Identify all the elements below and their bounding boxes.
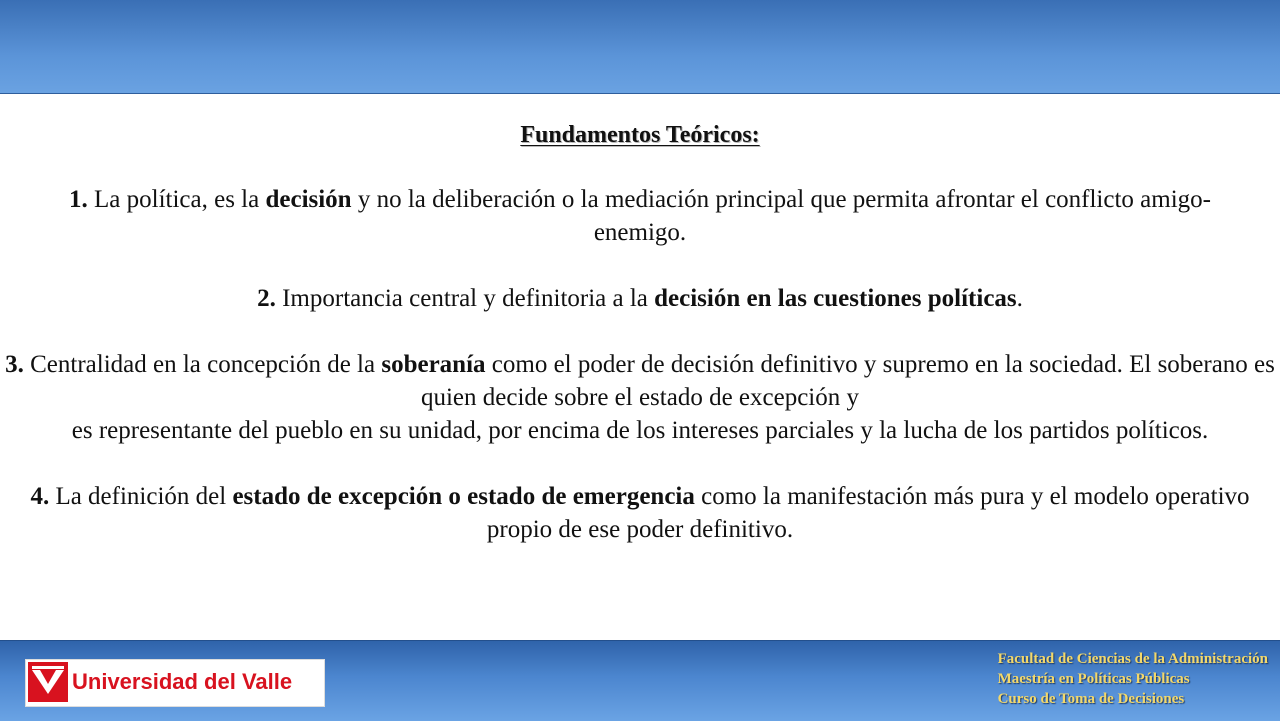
- top-header-band: [0, 0, 1280, 94]
- point-2-text-b: .: [1016, 285, 1023, 312]
- logo-text: Universidad del Valle: [72, 669, 293, 694]
- footer-course: Curso de Toma de Decisiones: [997, 691, 1185, 707]
- point-1: [0, 183, 1280, 249]
- point-1-number: 1.: [69, 186, 88, 213]
- footer-faculty: Facultad de Ciencias de la Administración: [997, 651, 1268, 667]
- footer-program: Maestría en Políticas Públicas: [997, 671, 1190, 687]
- point-3-text-a: Centralidad en la concepción de la: [23, 351, 382, 378]
- point-3: [0, 348, 1280, 414]
- point-2: [0, 282, 1280, 315]
- slide-content: [0, 118, 1280, 546]
- point-2-number: 2.: [257, 285, 276, 312]
- univalle-logo-icon: [28, 662, 68, 702]
- university-logo: [25, 659, 325, 707]
- point-1-text-b: y no la deliberación o la mediación principal que permita afrontar el conflicto amigo-enemigo.: [351, 186, 1211, 246]
- point-1-text-a: La política, es la: [87, 186, 266, 213]
- point-3-number: 3.: [5, 351, 24, 378]
- point-3-bold: soberanía: [381, 351, 486, 378]
- point-4: [0, 480, 1280, 546]
- point-2-bold: decisión en las cuestiones políticas: [654, 285, 1017, 312]
- point-4-bold: estado de excepción o estado de emergencia: [232, 483, 695, 510]
- slide-title: Fundamentos Teóricos:: [520, 122, 760, 148]
- point-3-continuation: es representante del pueblo en su unidad, por encima de los intereses parciales y la lucha de los partidos políticos.: [71, 417, 1209, 444]
- point-4-text-b: como la manifestación más pura y el modelo operativo propio de ese poder definitivo.: [486, 483, 1250, 543]
- point-4-number: 4.: [30, 483, 50, 510]
- point-4-text-a: La definición del: [49, 483, 233, 510]
- point-2-text-a: Importancia central y definitoria a la: [275, 285, 655, 312]
- point-1-bold: decisión: [265, 186, 352, 213]
- point-3-text-b: como el poder de decisión definitivo y supremo en la sociedad. El soberano es quien decide sobre el estado de excepción y: [420, 351, 1275, 411]
- footer-course-info: [998, 649, 1268, 709]
